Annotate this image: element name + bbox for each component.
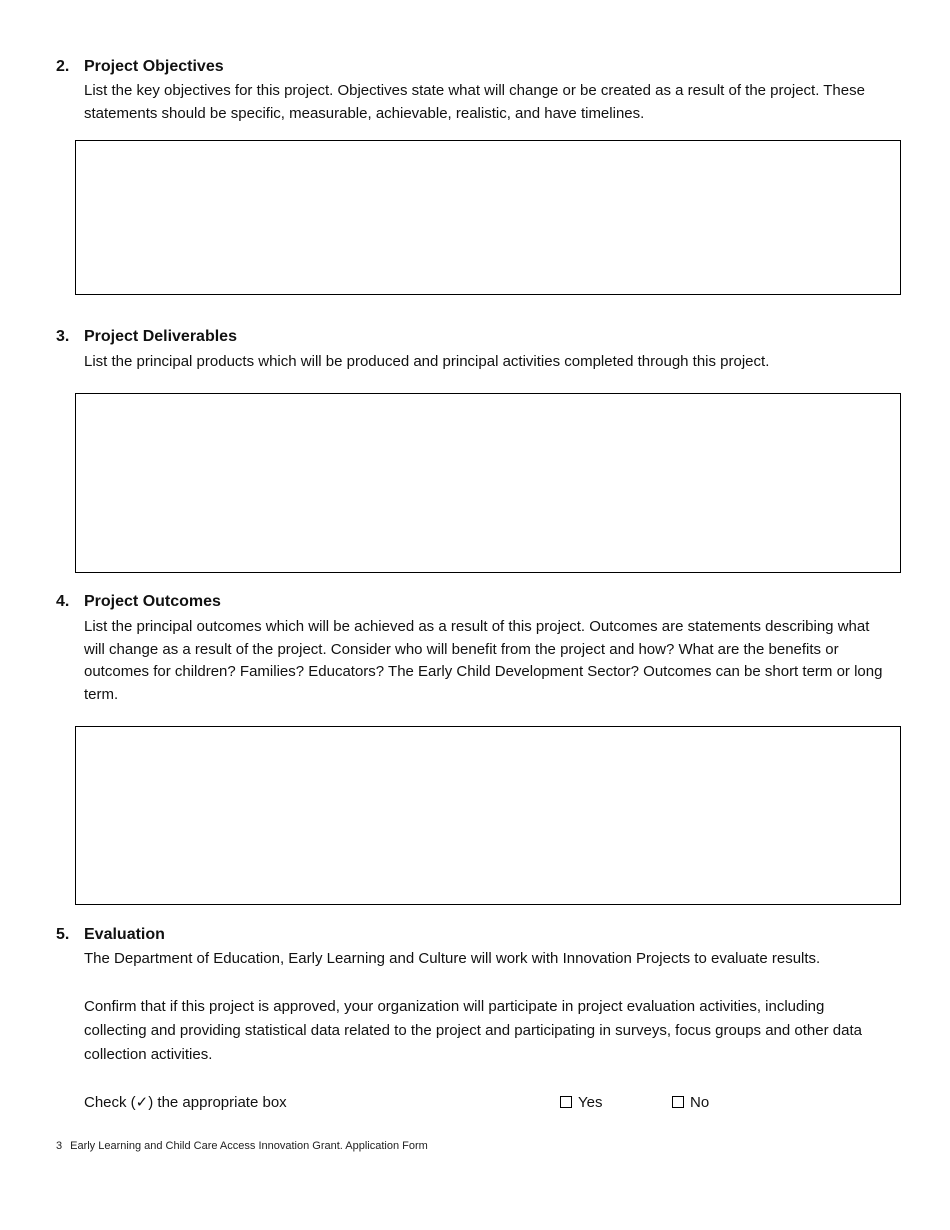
evaluation-checkbox-row [84,1092,784,1114]
section-number: 2. [56,58,70,75]
section-number: 5. [56,926,70,943]
footer-text: Early Learning and Child Care Access Innovation Grant. Application Form [70,1140,428,1152]
yes-checkbox[interactable] [560,1096,572,1108]
deliverables-answer-box[interactable] [75,393,901,573]
evaluation-confirmation: Confirm that if this project is approved, your organization will participate in project evaluation activities, including collecting and providing statistical data related to the project and participating in surveys, focus groups and other data collection activities. [84,998,862,1063]
section-title: Project Deliverables [84,328,237,345]
section-title: Evaluation [84,926,165,943]
no-checkbox[interactable] [672,1096,684,1108]
section-title: Project Objectives [84,58,224,75]
section-number: 3. [56,328,70,345]
page-footer [56,1139,428,1153]
section-heading-evaluation [56,925,165,945]
section-heading-deliverables [56,327,237,347]
deliverables-instructions: List the principal products which will be produced and principal activities completed through this project. [84,353,770,370]
checkbox-instruction: Check (✓) the appropriate box [84,1094,287,1111]
section-heading-outcomes [56,592,221,612]
objectives-instructions: List the key objectives for this project. Objectives state what will change or be created as a result of the project. These statements should be specific, measurable, achievable, realistic, and have timelines. [84,82,865,122]
yes-label: Yes [578,1094,603,1111]
footer-page-number: 3 [56,1140,63,1152]
yes-option[interactable] [560,1092,602,1114]
objectives-answer-box[interactable] [75,140,901,295]
section-number: 4. [56,593,70,610]
no-option[interactable] [672,1092,709,1114]
outcomes-answer-box[interactable] [75,726,901,905]
section-title: Project Outcomes [84,593,221,610]
section-heading-objectives [56,57,224,77]
outcomes-instructions: List the principal outcomes which will be achieved as a result of this project. Outcomes are statements describing what will change as a result of the project. Consider who will benefit from the project and how? What are the benefits or outcomes for children? Families? Educators? The Early Child Development Sector? Outcomes can be short term or long term. [84,618,883,703]
evaluation-description: The Department of Education, Early Learning and Culture will work with Innovation Projects to evaluate results. [84,950,821,967]
no-label: No [690,1094,710,1111]
